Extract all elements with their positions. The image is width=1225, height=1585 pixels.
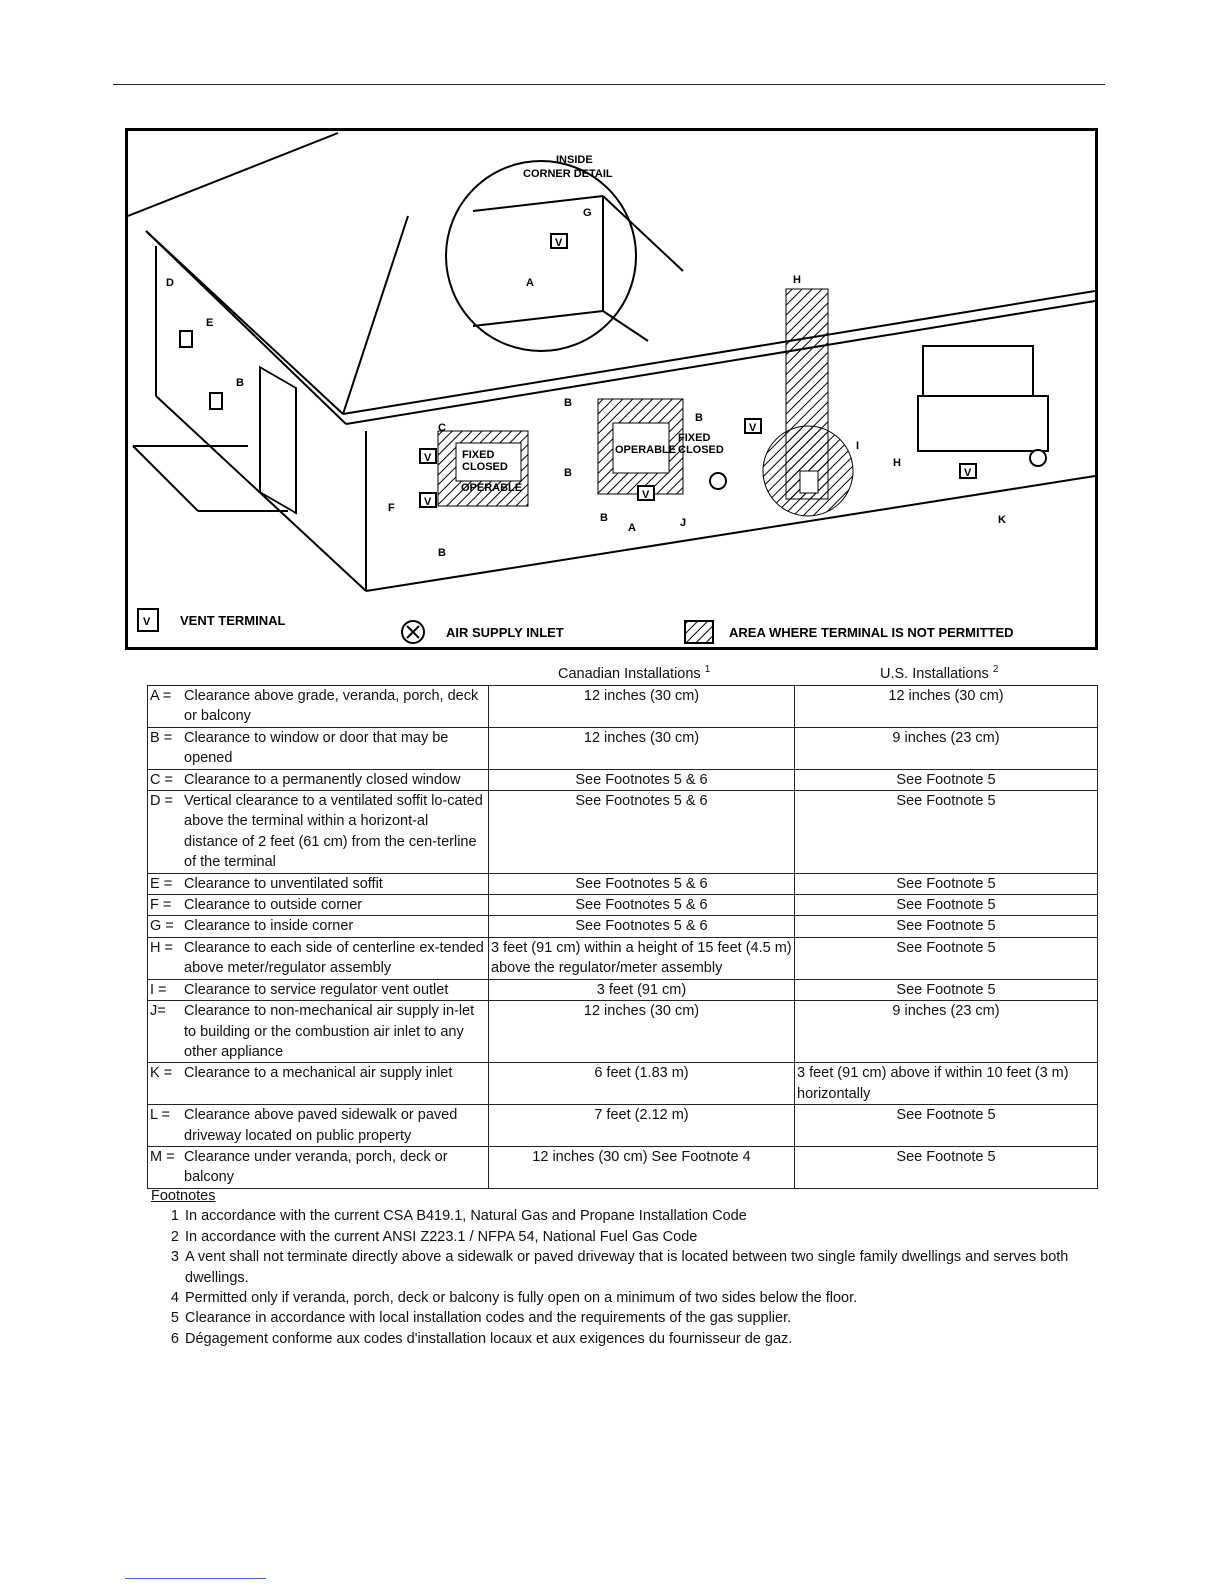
v-5: V — [964, 467, 972, 479]
v-3: V — [642, 489, 650, 501]
v-2: V — [424, 496, 432, 508]
footer-rule — [125, 1578, 266, 1579]
fixed-closed-2b: CLOSED — [678, 444, 724, 456]
footnote-item: 4 Permitted only if veranda, porch, deck or balcony is fully open on a minimum of two sides below the floor. — [170, 1290, 858, 1307]
inset-v-label: V — [555, 237, 563, 249]
table-row: G = Clearance to inside corner See Footnotes 5 & 6 See Footnote 5 — [148, 916, 1098, 937]
table-row: H = Clearance to each side of centerline ex-tended above meter/regulator assembly 3 feet (91 cm) within a height of 15 feet (4.5 m) above the regulator/meter assembly See Footnote 5 — [148, 937, 1098, 979]
header-rule — [113, 84, 1105, 85]
dim-b-3: B — [695, 412, 703, 424]
legend-vent-text: VENT TERMINAL — [180, 613, 286, 628]
dim-d: D — [166, 277, 174, 289]
dim-j: J — [680, 517, 687, 529]
legend-not-permitted-text: AREA WHERE TERMINAL IS NOT PERMITTED — [729, 625, 1014, 640]
table-row: D = Vertical clearance to a ventilated soffit lo-cated above the terminal within a horizont-al distance of 2 feet (61 cm) from the cen-terline of the terminal See Footnotes 5 & 6 See Footnote 5 — [148, 791, 1098, 874]
footnote-item: 6 Dégagement conforme aux codes d'installation locaux et aux exigences du fournisseur de gaz. — [170, 1330, 793, 1347]
legend-vent-letter: V — [143, 616, 151, 628]
dim-i: I — [856, 440, 860, 452]
fixed-closed-1b: CLOSED — [462, 461, 508, 473]
table-row: C = Clearance to a permanently closed window See Footnotes 5 & 6 See Footnote 5 — [148, 769, 1098, 790]
footnote-item: 5 Clearance in accordance with local installation codes and the requirements of the gas supplier. — [170, 1310, 792, 1327]
dim-b-1: B — [438, 547, 446, 559]
operable-label-1: OPERABLE — [461, 482, 523, 494]
v-4: V — [749, 422, 757, 434]
inset-title-1: INSIDE — [556, 154, 593, 166]
dim-b-left: B — [236, 377, 244, 389]
dim-b-5: B — [600, 512, 608, 524]
footnote-item: 3 A vent shall not terminate directly above a sidewalk or paved driveway that is located between two single family dwellings and serves both dwellings. — [170, 1249, 1069, 1286]
dim-h-right: H — [893, 457, 901, 469]
fixed-closed-2a: FIXED — [678, 432, 711, 444]
operable-label-2: OPERABLE — [615, 444, 677, 456]
dim-b-2: B — [564, 397, 572, 409]
dim-c: C — [438, 422, 446, 434]
footnotes — [151, 1186, 1071, 1349]
table-row: I = Clearance to service regulator vent outlet 3 feet (91 cm) See Footnote 5 — [148, 979, 1098, 1000]
footnote-item: 2 In accordance with the current ANSI Z223.1 / NFPA 54, National Fuel Gas Code — [170, 1228, 698, 1245]
fixed-closed-1a: FIXED — [462, 449, 495, 461]
table-row: J= Clearance to non-mechanical air supply in-let to building or the combustion air inlet to any other appliance 12 inches (30 cm) 9 inches (23 cm) — [148, 1001, 1098, 1063]
dim-a: A — [628, 522, 636, 534]
legend-hatch-icon — [685, 621, 713, 643]
vent-terminals — [180, 331, 976, 507]
col-head-canadian: Canadian Installations $^1$ — [558, 664, 711, 682]
inside-corner-inset — [446, 154, 683, 351]
v-1: V — [424, 452, 432, 464]
house-illustration — [128, 131, 1095, 647]
table-row: M = Clearance under veranda, porch, deck or balcony 12 inches (30 cm) See Footnote 4 See Footnote 5 — [148, 1146, 1098, 1188]
dim-e: E — [206, 317, 214, 329]
footnotes-title: Footnotes — [151, 1188, 216, 1204]
footnote-item: 1 In accordance with the current CSA B419.1, Natural Gas and Propane Installation Code — [170, 1208, 747, 1225]
clearance-table — [147, 685, 1098, 1189]
table-row: A = Clearance above grade, veranda, porch, deck or balcony 12 inches (30 cm) 12 inches (30 cm) — [148, 686, 1098, 728]
air-supply-inlets — [710, 450, 1046, 489]
table-row: K = Clearance to a mechanical air supply inlet 6 feet (1.83 m) 3 feet (91 cm) above if within 10 feet (3 m) horizontally — [148, 1063, 1098, 1105]
dim-h-top: H — [793, 274, 801, 286]
table-row: L = Clearance above paved sidewalk or paved driveway located on public property 7 feet (2.12 m) See Footnote 5 — [148, 1105, 1098, 1147]
col-head-us: U.S. Installations $^2$ — [880, 664, 999, 682]
legend-air-inlet-text: AIR SUPPLY INLET — [446, 625, 564, 640]
balcony — [918, 346, 1048, 451]
table-row: E = Clearance to unventilated soffit See Footnotes 5 & 6 See Footnote 5 — [148, 873, 1098, 894]
table-row: F = Clearance to outside corner See Footnotes 5 & 6 See Footnote 5 — [148, 895, 1098, 916]
dim-b-4: B — [564, 467, 572, 479]
legend — [138, 609, 1014, 643]
dim-k: K — [998, 514, 1006, 526]
inset-title-2: CORNER DETAIL — [523, 168, 613, 180]
vent-clearance-diagram — [125, 128, 1098, 650]
table-row: B = Clearance to window or door that may be opened 12 inches (30 cm) 9 inches (23 cm) — [148, 727, 1098, 769]
dim-f: F — [388, 502, 395, 514]
inset-a-label: A — [526, 277, 534, 289]
inset-g-label: G — [583, 207, 592, 219]
